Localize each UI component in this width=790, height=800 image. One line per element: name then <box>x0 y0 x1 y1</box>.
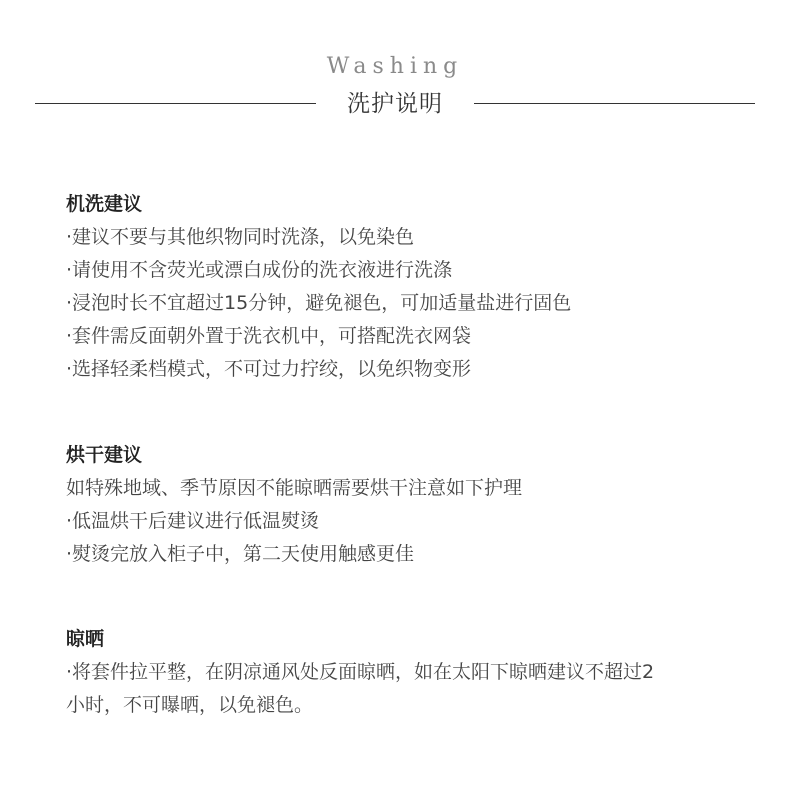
header-row <box>0 86 790 122</box>
list-item: ·将套件拉平整，在阴凉通风处反面晾晒，如在太阳下晾晒建议不超过2 <box>66 661 655 683</box>
header-right-divider <box>474 103 755 104</box>
list-item: ·浸泡时长不宜超过15分钟，避免褪色，可加适量盐进行固色 <box>66 292 572 314</box>
header-english-title: Washing <box>326 54 464 79</box>
list-item: ·建议不要与其他织物同时洗涤，以免染色 <box>66 226 415 248</box>
list-item: ·套件需反面朝外置于洗衣机中，可搭配洗衣网袋 <box>66 325 472 347</box>
list-item: 小时，不可曝晒，以免褪色。 <box>66 694 314 716</box>
section-machine-wash <box>66 188 766 386</box>
section-title: 晾晒 <box>66 628 105 650</box>
header-left-divider <box>35 103 316 104</box>
section-air-drying <box>66 623 766 722</box>
list-item: ·熨烫完放入柜子中，第二天使用触感更佳 <box>66 543 415 565</box>
list-item: ·低温烘干后建议进行低温熨烫 <box>66 510 320 532</box>
section-title: 机洗建议 <box>66 193 143 215</box>
list-item: ·选择轻柔档模式，不可过力拧绞，以免织物变形 <box>66 358 472 380</box>
section-title: 烘干建议 <box>66 444 143 466</box>
list-item: 如特殊地域、季节原因不能晾晒需要烘干注意如下护理 <box>66 477 523 499</box>
header-chinese-title: 洗护说明 <box>347 91 443 117</box>
section-drying <box>66 439 766 571</box>
list-item: ·请使用不含荧光或漂白成份的洗衣液进行洗涤 <box>66 259 453 281</box>
